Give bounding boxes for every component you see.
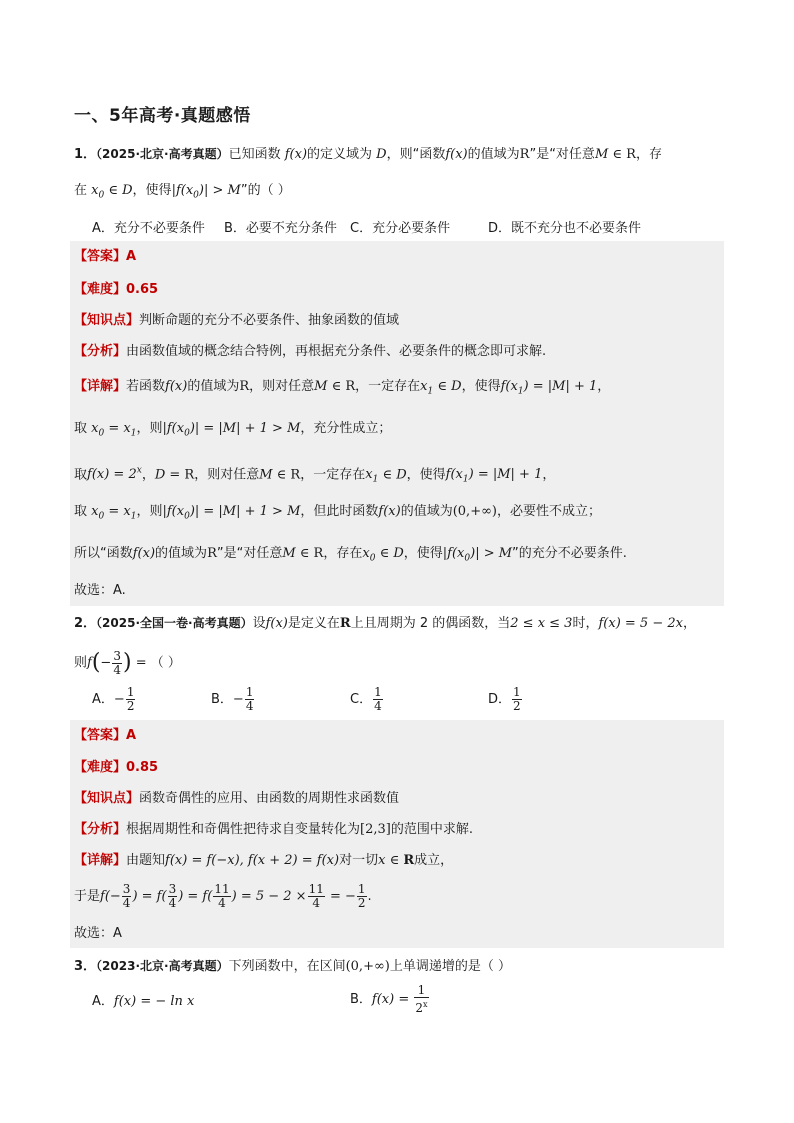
q1-detail-line3 [74, 460, 555, 491]
knowledge-text: 判断命题的充分不必要条件、抽象函数的值域 [139, 313, 400, 328]
q1-detail-line5 [74, 543, 627, 570]
option-fraction: $\frac{1}{2^x}$ [415, 983, 428, 1015]
q2-difficulty-row [74, 757, 158, 779]
q1-knowledge-row [74, 310, 399, 332]
q2-detail-line2 [74, 882, 372, 912]
detail-text: ，充分性成立； [300, 421, 392, 436]
detail-text: ”是“对任意 [216, 546, 283, 561]
option-math: f(x) = − ln x [113, 994, 195, 1009]
option-fraction: $\frac{1}{2}$ [513, 685, 521, 713]
q2-option-c [350, 686, 384, 714]
q2-option-d [488, 686, 523, 714]
answer-value: A [126, 249, 137, 264]
q1-number: 1． [74, 147, 97, 162]
detail-math: ∈ R [295, 546, 324, 561]
q2-math: f(x) [265, 616, 288, 631]
detail-math: (0,+∞) [452, 504, 497, 519]
detail-math: = R [165, 467, 195, 483]
q1-detail-line1 [74, 376, 610, 403]
knowledge-text: 函数奇偶性的应用、由函数的周期性求函数值 [139, 791, 400, 806]
detail-math: M [259, 467, 273, 483]
detail-text: . [367, 889, 372, 904]
detail-label: 【详解】 [74, 853, 127, 868]
detail-math: M [314, 379, 328, 394]
detail-math: $x_1$ [420, 379, 434, 397]
difficulty-label: 【难度】 [74, 282, 127, 297]
detail-math: = − [325, 889, 356, 904]
detail-math: $x_1$ [365, 467, 379, 485]
q2-stem-text: ， [682, 616, 696, 631]
detail-math: $x_0 = x_1$ [87, 421, 137, 439]
detail-text: ，则 [136, 421, 163, 436]
q2-number: 2． [74, 616, 97, 631]
q2-option-a [92, 686, 136, 714]
q1-stem-text: 的定义域为 [307, 147, 373, 162]
detail-math: ) = f( [178, 889, 213, 904]
detail-math: ∈ [433, 379, 452, 394]
q3-stem-text: 上单调递增的是（ ） [389, 959, 512, 974]
detail-math: R [239, 379, 250, 394]
detail-math: $|f(x_0)| = |M| + 1 > M$ [162, 421, 301, 439]
option-label: B． [350, 992, 372, 1007]
analysis-text: 根据周期性和奇偶性把待求自变量转化为 [126, 822, 361, 837]
option-fraction: $\frac{1}{4}$ [245, 685, 254, 713]
detail-math: D [393, 546, 404, 561]
detail-math: f(x) [378, 504, 401, 519]
analysis-label: 【分析】 [74, 344, 127, 359]
detail-math: x [378, 853, 386, 868]
q1-math: $x_0$ [87, 183, 105, 201]
answer-label: 【答案】 [74, 249, 127, 264]
detail-fraction: $\frac{1}{2}$ [357, 882, 366, 910]
detail-math: D [451, 379, 462, 394]
q1-choose: 故选：A. [74, 583, 126, 598]
q2-source: （2025·全国一卷·高考真题） [96, 616, 253, 630]
q1-math: $|f(x_0)| > M$ [171, 183, 241, 201]
q2-math: f(x) = 5 − 2x [598, 616, 683, 631]
q2-math: ) [122, 650, 132, 675]
detail-text: ， [542, 467, 556, 483]
q2-choose: 故选：A [74, 926, 122, 941]
detail-math: R [403, 853, 415, 868]
q1-math: M [594, 147, 609, 162]
detail-text: ，使得 [461, 379, 501, 394]
difficulty-value: 0.85 [126, 760, 159, 775]
detail-math: ∈ [378, 467, 397, 483]
q1-math: R [519, 147, 530, 162]
detail-math: $f(x) = 2^x$ [87, 466, 142, 483]
detail-math: $f(x_1) = |M| + 1$ [445, 467, 543, 485]
q2-math: f [87, 655, 92, 671]
q1-difficulty-row [74, 279, 158, 301]
answer-value: A [126, 728, 137, 743]
detail-text: 对一切 [339, 853, 379, 868]
q2-option-b [211, 686, 255, 714]
analysis-text: 由函数值域的概念结合特例，再根据充分条件、必要条件的概念即可求解. [126, 344, 547, 359]
q1-math: D [122, 183, 133, 198]
option-math: f(x) = [371, 992, 414, 1007]
detail-math: f(x) [165, 379, 188, 394]
q2-math: ( [91, 650, 101, 675]
q1-detail-line4 [74, 501, 601, 528]
q3-number: 3． [74, 959, 97, 974]
detail-math: $x_0$ [362, 546, 376, 564]
q2-fraction: $\frac{3}{4}$ [113, 648, 121, 677]
q1-option-a: A．充分不必要条件 [92, 221, 205, 236]
q2-stem-text: 设 [252, 616, 266, 631]
q1-stem-line1 [74, 143, 662, 166]
detail-math: ∈ R [327, 379, 356, 394]
q2-knowledge-row [74, 788, 399, 810]
option-math: − [113, 692, 125, 707]
option-label: D． [488, 692, 512, 707]
q3-option-a [92, 990, 194, 1009]
detail-fraction: $\frac{3}{4}$ [122, 882, 131, 910]
q3-stem [74, 955, 511, 978]
detail-fraction: $\frac{11}{4}$ [308, 882, 324, 910]
q2-math: − [100, 655, 112, 671]
q1-stem-line2 [74, 180, 291, 207]
q1-math: ∈ R [608, 147, 636, 162]
option-label: B． [211, 692, 233, 707]
q1-stem-text: ，则“函数 [386, 147, 446, 162]
detail-text: 的值域为 [187, 379, 240, 394]
detail-math: $|f(x_0)| = |M| + 1 > M$ [162, 504, 301, 522]
difficulty-label: 【难度】 [74, 760, 127, 775]
q2-math: 2 ≤ x ≤ 3 [510, 616, 573, 631]
detail-text: ，则 [136, 504, 163, 519]
q2-stem-text: 是定义在 [287, 616, 340, 631]
knowledge-label: 【知识点】 [74, 313, 140, 328]
detail-text: ，则对任意 [249, 379, 315, 394]
detail-text: ，一定存在 [355, 379, 421, 394]
option-label: A． [92, 994, 114, 1009]
q3-option-b [350, 984, 430, 1015]
difficulty-value: 0.65 [126, 282, 159, 297]
option-label: C． [350, 692, 373, 707]
q1-stem-text: ”是“对任意 [529, 147, 595, 162]
q1-math: D [372, 147, 387, 162]
detail-math: R [207, 546, 217, 561]
detail-math: $|f(x_0)| > M$ [442, 546, 513, 564]
detail-text: 于是 [74, 889, 101, 904]
detail-text: 的值域为 [400, 504, 453, 519]
detail-text: ”的充分不必要条件. [512, 546, 627, 561]
detail-fraction: $\frac{11}{4}$ [214, 882, 230, 910]
option-label: A． [92, 692, 114, 707]
q1-stem-text: ”的（ ） [240, 183, 291, 198]
detail-text: ，则对任意 [194, 467, 260, 483]
detail-text: ，但此时函数 [300, 504, 379, 519]
option-fraction: $\frac{1}{4}$ [374, 685, 382, 713]
q2-math: R [339, 616, 351, 631]
q2-stem-line2 [74, 648, 181, 679]
q1-option-b: B．必要不充分条件 [224, 221, 337, 236]
q2-stem-text: （ ） [150, 655, 181, 671]
section-title: 一、5年高考·真题感悟 [74, 106, 251, 126]
detail-text: ，使得 [406, 467, 446, 483]
detail-text: ，使得 [403, 546, 443, 561]
q1-option-c: C．充分必要条件 [350, 221, 451, 236]
analysis-math: [2,3] [360, 822, 391, 837]
q2-stem-text: 则 [74, 655, 88, 671]
q1-detail-line2 [74, 418, 391, 445]
q1-stem-text: 的值域为 [467, 147, 520, 162]
q2-detail-line1 [74, 850, 453, 872]
detail-math: f(x) [132, 546, 156, 561]
analysis-text: 的范围中求解. [390, 822, 473, 837]
answer-label: 【答案】 [74, 728, 127, 743]
q1-answer-row [74, 246, 136, 268]
q3-source: （2023·北京·高考真题） [96, 959, 229, 973]
q2-stem-text: 时， [572, 616, 599, 631]
detail-math: $x_0 = x_1$ [87, 504, 137, 522]
detail-label: 【详解】 [74, 379, 127, 394]
detail-text: 由题知 [126, 853, 166, 868]
detail-math: D [154, 467, 166, 483]
detail-text: 取 [74, 504, 88, 519]
detail-text: 成立， [414, 853, 454, 868]
detail-text: 取 [74, 467, 88, 483]
detail-math: ) = f( [132, 889, 167, 904]
detail-text: ，必要性不成立； [497, 504, 602, 519]
q1-analysis-row [74, 341, 546, 363]
knowledge-label: 【知识点】 [74, 791, 140, 806]
q3-math: (0,+∞) [345, 959, 390, 974]
detail-text: 若函数 [126, 379, 166, 394]
detail-fraction: $\frac{3}{4}$ [168, 882, 177, 910]
q1-math: f(x) [445, 147, 468, 162]
q1-source: （2025·北京·高考真题） [96, 147, 229, 161]
option-math: − [232, 692, 244, 707]
q2-answer-row [74, 725, 136, 747]
q3-stem-text: 下列函数中，在区间 [228, 959, 346, 974]
detail-text: ， [597, 379, 611, 394]
detail-math: f(− [100, 889, 121, 904]
detail-text: ，存在 [323, 546, 363, 561]
q2-math: = [131, 655, 151, 671]
q1-math: ∈ [104, 183, 123, 198]
detail-math: D [396, 467, 407, 483]
detail-math: ∈ R [272, 467, 301, 483]
q1-stem-text: ，存 [635, 147, 662, 162]
q2-stem-line1 [74, 612, 696, 635]
q2-stem-text: 上且周期为 2 的偶函数，当 [350, 616, 511, 631]
detail-math: $f(x_1) = |M| + 1$ [500, 379, 598, 397]
option-fraction: $\frac{1}{2}$ [126, 685, 135, 713]
detail-math: ∈ [375, 546, 394, 561]
q1-stem-text: 已知函数 [228, 147, 281, 162]
detail-math: f(x) = f(−x), f(x + 2) = f(x) [165, 853, 340, 868]
q1-math: f(x) [280, 147, 308, 162]
detail-text: ，一定存在 [300, 467, 366, 483]
detail-math: ∈ [385, 853, 404, 868]
analysis-label: 【分析】 [74, 822, 127, 837]
q1-option-d: D．既不充分也不必要条件 [488, 221, 642, 236]
detail-math: ) = 5 − 2 × [231, 889, 307, 904]
q1-stem-text: 在 [74, 183, 88, 198]
detail-text: 取 [74, 421, 88, 436]
detail-text: 所以“函数 [74, 546, 133, 561]
detail-text: 的值域为 [155, 546, 208, 561]
detail-text: ， [141, 467, 155, 483]
q1-stem-text: ，使得 [132, 183, 172, 198]
q2-analysis-row [74, 819, 473, 841]
detail-math: M [282, 546, 296, 561]
